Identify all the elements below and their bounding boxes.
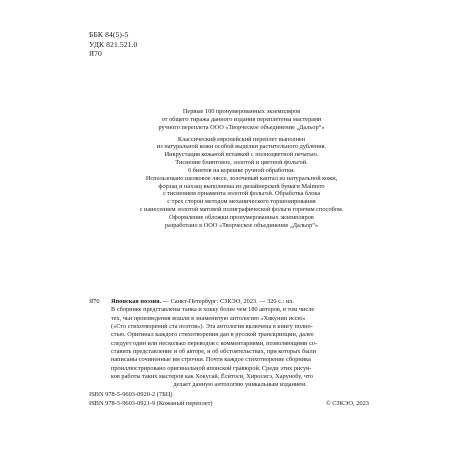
udk-code: УДК 821.521.0 xyxy=(89,39,138,49)
book-title: Японская поэзия. xyxy=(111,298,162,305)
imprint-line: форзац и нахзац выполнены из дизайнерской бумаги Malmero xyxy=(158,182,325,190)
binding-details-paragraph xyxy=(115,136,368,230)
imprint-line: Оформление обложки пронумерованных экземпляров xyxy=(169,213,314,221)
copyright-notice: © СЗКЭО, 2023 xyxy=(325,400,369,408)
imprint-line: от общего тиража данного издания переплетены мастерами xyxy=(161,115,322,123)
record-line: («Сто стихотворений ста поэтов»). Эта антология включена в книгу полно- xyxy=(111,323,313,331)
imprint-block xyxy=(115,108,368,234)
numbered-copies-paragraph xyxy=(115,108,368,132)
imprint-line: Инкрустация кожаной вставкой с полноцветной печатью. xyxy=(164,151,319,159)
author-mark: Я70 xyxy=(89,49,102,59)
imprint-line: разработано в ООО «Творческое объединение „Дальор“» xyxy=(164,221,319,229)
imprint-line: из натуральной кожи особой выделки растительного дубления. xyxy=(156,143,327,151)
imprint-line: Использовано шелковое ляссе, золоченый каптал из натуральной кожи, xyxy=(145,174,338,182)
record-line xyxy=(111,298,369,306)
imprint-line: Первые 100 пронумерованных экземпляров xyxy=(182,108,301,115)
record-line: проиллюстрировано оригинальной японской гравюрой. Среди этих рисун- xyxy=(111,364,312,372)
imprint-line: с трех сторон методом механического торшонирования xyxy=(167,198,316,206)
imprint-line: с нанесением золотой матовой полиграфической фольги горячим способом. xyxy=(139,206,344,214)
imprint-line: Тиснение блинтовое, золотой и цветной фольгой. xyxy=(175,159,308,167)
catalog-block xyxy=(89,30,137,59)
isbn-line: ISBN 978-5-9603-0921-9 (Кожаный переплет) xyxy=(89,400,213,408)
isbn-line: ISBN 978-5-9603-0920-2 (7БЦ) xyxy=(89,391,173,398)
record-line: тех, чьи произведения вошли в знаменитую антологию «Хякунин иссю» xyxy=(111,314,306,322)
imprint-line: ручного переплета ООО «Творческое объединение „Дальор“» xyxy=(158,123,325,131)
record-line: ставить представление и об авторе, и об обстоятельствах, при которых были xyxy=(111,348,316,356)
imprint-line: 6 бинтов на корешке ручной обработки. xyxy=(188,166,295,174)
isbn-row xyxy=(89,399,369,408)
imprint-line: Классический европейский переплет выполнен xyxy=(177,135,306,143)
record-line: следует один или несколько переводов с комментариями, позволяющими со- xyxy=(111,339,318,347)
record-body xyxy=(111,298,369,390)
record-line: написаны сочиненные им строчки. Почти каждое стихотворение сборника xyxy=(111,356,311,364)
isbn-block xyxy=(89,390,369,408)
imprint-line: с тиснением орнамента золотой фольгой. Обработка блока xyxy=(162,190,321,198)
record-line: В сборнике представлены танка и хокку более чем 180 авторов, в том числе xyxy=(111,306,315,314)
publication-info: — Санкт-Петербург: СЗКЭО, 2023. — 320 с.: ил. xyxy=(161,298,294,305)
record-line: ков работы таких мастеров как Хокусай, Ёситоси, Хиросигэ, Харунобу, что xyxy=(111,373,313,381)
record-author-mark: Я70 xyxy=(89,298,100,305)
bibliographic-record xyxy=(89,298,369,390)
isbn-row xyxy=(89,390,369,399)
record-line: делает данную антологию уникальным изданием. xyxy=(173,381,307,389)
bbk-code: ББК 84(5)-5 xyxy=(89,30,129,39)
record-line: стью. Оригинал каждого стихотворения дан в русской транскрипции, далее xyxy=(111,331,314,339)
